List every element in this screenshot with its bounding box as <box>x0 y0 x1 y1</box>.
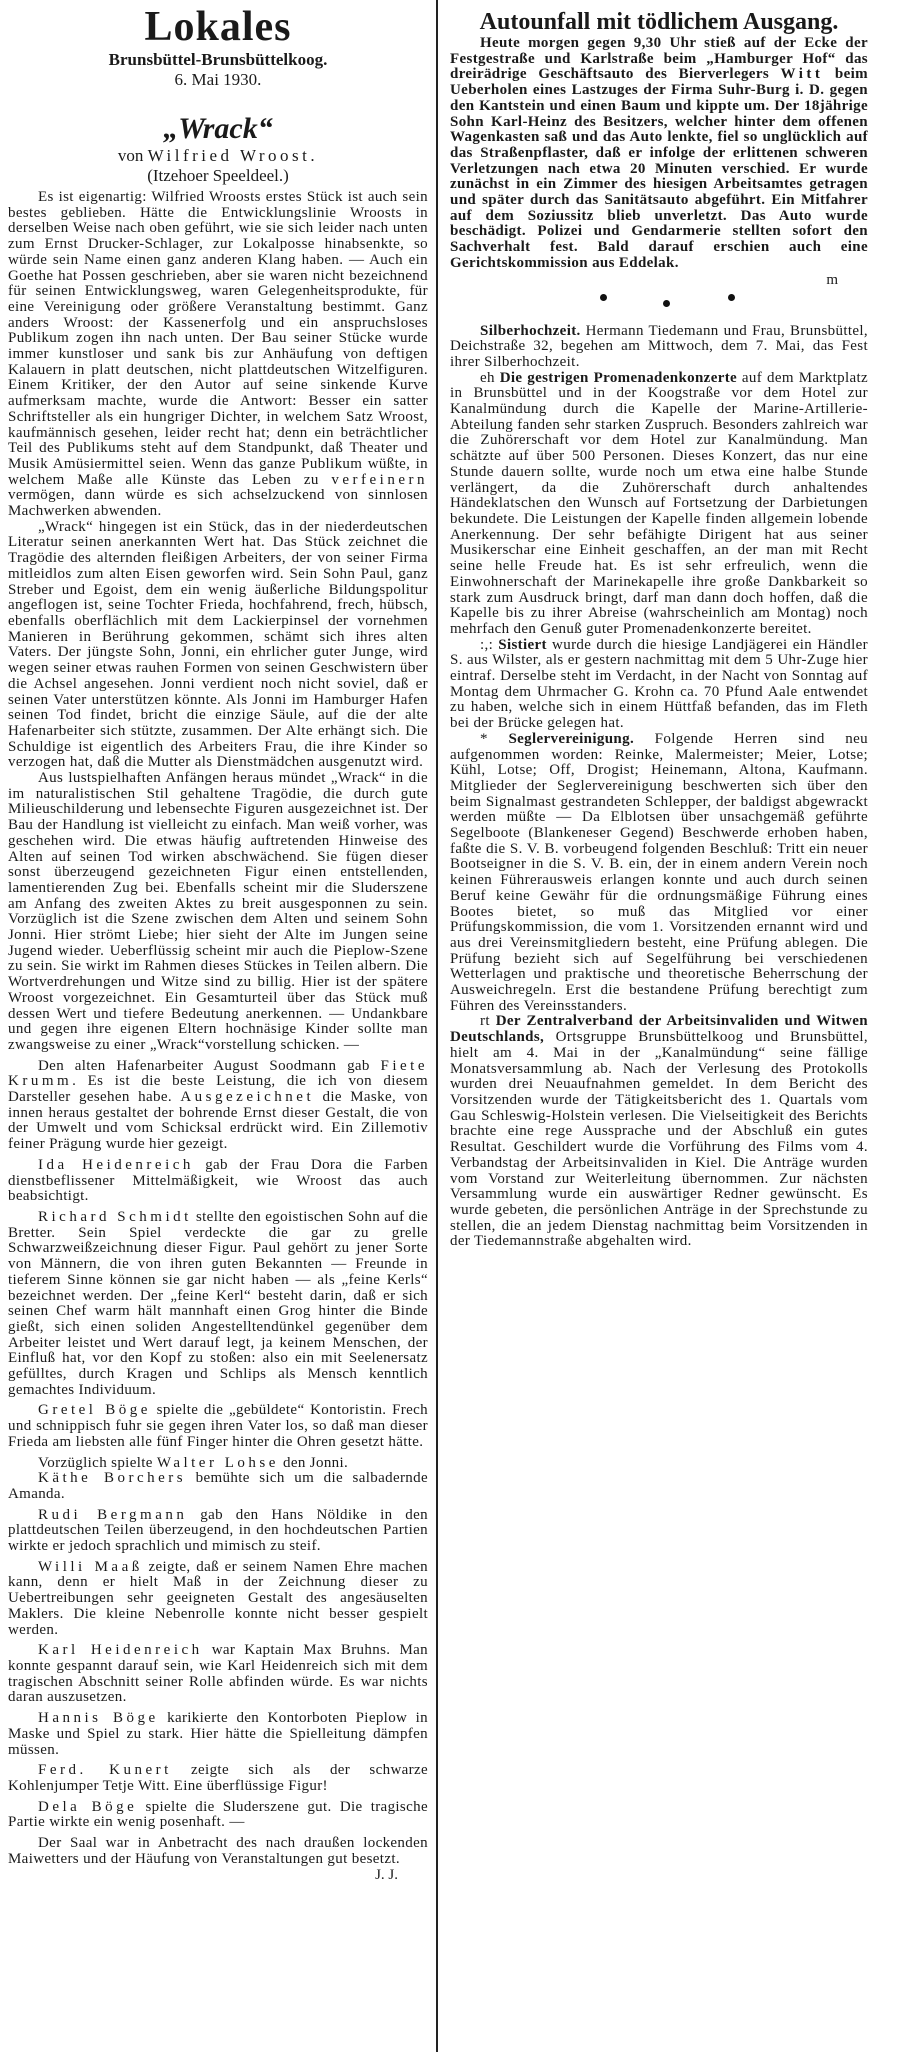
accident-signature: m <box>826 271 838 288</box>
paragraph-text: Folgende Herren sind neu aufgenommen worden: Reinke, Malermeister; Meier, Lotse; Kühl, Lotse; Off, Drogist; Heinemann, Altona, Kaufmann. Mitglieder der Seglervereinigung beschwerten sich über den beim Signalmast gestrandeten Schlepper, der baldigst abgewrackt werden müßte — Da Elblotsen über unsachgemäß geführte Segelboote (Blankeneser Gegend) Beschwerde erhoben haben, faßte die S. V. B. vorbeugend folgenden Beschluß: Tritt ein neuer Bootseigner in die S. V. B. ein, der in einem andern Verein noch keinen Führerausweis erlangen konnte und auch durch seinen Beruf keine Gewähr für die ordnungsmäßige Führung eines Bootes bietet, so muß das Mitglied vor einer Prüfungskommission, die vom 1. Vorsitzenden ernannt wird und aus drei Vereinsmitgliedern besteht, eine Prüfung ablegen. Die Prüfung bezieht sich auf Segelführung bei verschiedenen Wetterlagen und praktische und theoretische Beherrschung der Ausweichregeln. Erst die bestandene Prüfung berechtigt zum Führen des Vereinsstanders. <box>450 730 868 1014</box>
paragraph-text: rt <box>480 1013 496 1030</box>
news-headline: Die gestrigen Promenadenkonzerte <box>499 369 738 386</box>
news-headline: Sistiert <box>498 636 547 653</box>
accident-body <box>450 36 868 272</box>
paragraph-text: den Jonni. <box>278 1454 349 1471</box>
paragraph-text: eh <box>480 369 500 386</box>
performer-name: Richard Schmidt <box>38 1209 192 1225</box>
dot <box>600 294 607 301</box>
paragraph <box>450 1014 868 1250</box>
paragraph <box>450 36 868 272</box>
paragraph-text: * <box>480 730 509 747</box>
accident-title: Autounfall mit tödlichem Ausgang. <box>479 9 839 35</box>
paragraph-text: gab den Hans Nöldike in den plattdeutschen Teilen überzeugend, in den hochdeutschen Partien wirkte er jedoch sprachlich und mimisch zu steif. <box>8 1506 428 1555</box>
paragraph <box>8 190 428 520</box>
paragraph <box>8 1059 428 1153</box>
paragraph <box>450 732 868 1015</box>
byline <box>8 146 428 166</box>
paragraph-text: zeigte sich als der schwarze Kohlenjumper Tetje Witt. Eine überflüssige Figur! <box>8 1762 428 1794</box>
performer-name: Käthe Borchers <box>38 1470 187 1487</box>
performer-name: Willi Maaß <box>38 1558 143 1575</box>
paragraph <box>8 1643 428 1706</box>
performer-name: Hannis Böge <box>38 1710 159 1727</box>
performer-name: Ausgezeichnet <box>180 1089 315 1106</box>
performer-name: Ida Heidenreich <box>38 1156 194 1173</box>
paragraph-text: Vorzüglich spielte <box>38 1454 157 1471</box>
paragraph <box>450 371 868 638</box>
paragraph <box>8 1508 428 1555</box>
paragraph-text: Es ist eigenartig: Wilfried Wroosts erstes Stück ist auch sein bestes geblieben. Hätte die Entwicklungslinie Wroosts in derselben Weise nach oben geführt, wie sie sich leider nach unten zum Ernst Drucker-Schlager, zur Lokalposse hinabsenkte, so würde sein Name einen ganz anderen Klang haben. — Auch ein Goethe hat Possen geschrieben, aber sie waren nicht bezeichnend für seinen Entwicklungsweg, waren Gelegenheitsprodukte, für eine Vereinigung oder größere Veranstaltung bestimmt. Ganz anders Wroost: der Kassenerfolg und ein anspruchsloses Publikum zogen ihn nach unten. Der Bau seiner Stücke wurde immer kunstloser und sank bis zur Anhäufung von deftigen Kalauern in platt deutschen, nicht plattdeutschen Witzelfiguren. Einem Kritiker, der den Autor auf seine sinkende Kurve aufmerksam machte, wurde die Antwort: Besser ein satter Schriftsteller als ein hungriger Dichter, in welchem Satz Wroost, kaufmännisch gesehen, leider recht hat; denn ein beträchtlicher Teil des Publikums steht auf dem Standpunkt, daß Theater und Musik Amüsiermittel seien. Wenn das ganze Publikum wüßte, in welchem Maße alle Künste das Leben zu <box>8 189 428 488</box>
byline-prefix: von <box>117 146 144 165</box>
paragraph-text: die Maske, von innen heraus gestaltet der bohrende Ernst dieser Gestalt, die von der Umwelt und vom Schicksal erdrückt wird. Ein Zillemotiv feiner Prägung wurde hier gezeigt. <box>8 1089 428 1153</box>
paragraph-text: Ortsgruppe Brunsbüttelkoog und Brunsbüttel, hielt am 4. Mai in der „Kanalmündung“ seine fällige Monatsversammlung ab. Nach der Verlesung des Protokolls wurden drei Neuaufnahmen gemeldet. In dem Bericht des Vorsitzenden wurde der Tätigkeitsbericht des 1. Quartals vom Gau Schleswig-Holstein verlesen. Die Vielseitigkeit des Berichts brachte eine rege Aussprache und der Abschluß ein gutes Resultat. Geschildert wurde die Vorführung des Films vom 4. Verbandstag der Arbeitsinvaliden in Kiel. Die Anträge wurden vom Vorstand zur Weiterleitung übernommen. Zur nächsten Versammlung wurde ein auswärtiger Redner gewünscht. Es wurde gebeten, die persönlichen Anträge in der Sprechstunde zu stellen, die an jedem Dienstag nachmittag beim Vorsitzenden in der Tiedemannstraße abgehalten wird. <box>450 1029 868 1250</box>
paragraph <box>450 638 868 732</box>
section-title: Lokales <box>144 4 292 50</box>
paragraph <box>8 1711 428 1758</box>
article-source: (Itzehoer Speeldeel.) <box>147 166 289 185</box>
news-headline: Silberhochzeit. <box>480 322 581 339</box>
performer-name: Witt <box>780 66 824 83</box>
paragraph-text: bemühte sich um die salbadernde Amanda. <box>8 1470 429 1502</box>
paragraph <box>8 1158 428 1205</box>
news-headline: Seglervereinigung. <box>508 730 635 747</box>
local-news-body <box>450 324 868 1250</box>
paragraph-text: „Wrack“ hingegen ist ein Stück, das in der niederdeutschen Literatur seinen anerkannten Wert hat. Das Stück zeichnet die Tragödie des alternden fleißigen Arbeiters, der von seiner Firma mitleidlos zum alten Eisen geworfen wird. Sein Sohn Paul, ganz Streber und Egoist, dem ein wenig äußerliche Bildungspolitur angeflogen ist, seine Tochter Frieda, hochfahrend, frech, hübsch, ebenfalls oberflächlich mit dem Lackierpinsel der vornehmen Manieren in Berührung gekommen, schämt sich ihres alten Vaters. Der jüngste Sohn, Jonni, ein ehrlicher guter Junge, wird wegen seiner etwas rauhen Formen von seinen Geschwistern über die Achsel angesehen. Jonni verdient noch nicht soviel, daß er seinen Vater unterstützen könnte. Als Jonni im Hamburger Hafen seinen Tod findet, bricht die einzige Säule, auf die der alte Hafenarbeiter sich stützte, zusammen. Der Alte erhängt sich. Die Schuldige ist eigentlich des Arbeiters Frau, die ihre Kinder so verzogen hat, daß die Mutter als Dienstmädchen ausgenutzt wird. <box>8 518 428 771</box>
paragraph <box>8 1471 428 1502</box>
paragraph-text: auf dem Marktplatz in Brunsbüttel und in der Koogstraße vor dem Hotel zur Kanalmündung durch die Kapelle der Marine-Artillerie-Abteilung fanden sehr starken Zuspruch. Besonders zahlreich war die Zuhörerschaft vor dem Hotel zur Kanalmündung. Man schätzte auf über 500 Personen. Dieses Konzert, das nur eine Stunde dauern sollte, wurde noch um etwa eine halbe Stunde verlängert, da die Zuhörerschaft durch anhaltendes Händeklatschen den Wunsch auf Fortsetzung der Darbietungen bekundete. Die Leistungen der Kapelle finden allgemein lobende Anerkennung. Der sehr befähigte Dirigent hat aus seiner Musikerschar eine Einheit geschaffen, an der man mit Recht seine helle Freude hat. Es ist sehr erfreulich, wenn die Einwohnerschaft der Marinekapelle ihre große Dankbarkeit so stark zum Ausdruck bringt, darf man dann doch hoffen, daß die Kapelle bis zu ihrer Abreise (wahrscheinlich am Montag) noch mehrfach den Genuß guter Promenadenkonzerte bereitet. <box>450 369 868 637</box>
paragraph-text: zeigte, daß er seinem Namen Ehre machen kann, denn er hielt Maß in der Zeichnung dieser zu Uebertreibungen sehr geeigneten Gestalt des angesäuselten Maklers. Die kleine Nebenrolle konnte nicht besser gespielt werden. <box>8 1558 428 1638</box>
review-body <box>8 190 428 1867</box>
performer-name: Fiete Krumm <box>8 1057 428 1090</box>
paragraph-text: Der Saal war in Anbetracht des nach draußen lockenden Maiwetters und der Häufung von Veranstaltungen gut besetzt. <box>8 1835 428 1867</box>
performer-name: Karl Heidenreich <box>38 1642 203 1659</box>
article-title: „Wrack“ <box>163 112 273 145</box>
paragraph-text: wurde durch die hiesige Landjägerei ein Händler S. aus Wilster, als er gestern nachmittag mit dem 5 Uhr-Zuge hier eintraf. Derselbe steht im Verdacht, in der Nacht von Sonntag auf Montag dem Uhrmacher G. Krohn ca. 70 Pfund Aale entwendet zu haben, welche sich in einem Hüttfaß befanden, das im Fleth bei der Brücke gelegen hat. <box>450 636 868 732</box>
performer-name: verfeinern <box>331 471 428 488</box>
paragraph-text: beim Ueberholen eines Lastzuges der Firma Suhr-Burg i. D. gegen den Kantstein und einen Baum und kippte um. Der 18jährige Sohn Karl-Heinz des Besitzers, welcher hinter dem offenen Wagenkasten saß und das Auto lenkte, fiel so unglücklich auf das Straßenpflaster, daß er infolge der erlittenen schweren Verletzungen nach etwa 20 Minuten verschied. Er wurde zunächst in ein Zimmer des hiesigen Arbeitsamtes getragen und später durch das Sanitätsauto abgeführt. Ein Mitfahrer auf dem Soziussitz blieb unverletzt. Das Auto wurde beschädigt. Polizei und Gendarmerie stellten sofort den Sachverhalt fest. Bald darauf erschien auch eine Gerichtskommission aus Eddelak. <box>450 66 868 271</box>
paragraph-text: spielte die Sluderszene gut. Die tragische Partie wirkte ein wenig posenhaft. — <box>8 1798 428 1831</box>
paragraph-text: karikierte den Kontorboten Pieplow in Maske und Spiel zu stark. Hier hätte die Spielleitung dämpfen müssen. <box>8 1710 428 1758</box>
paragraph-text: Den alten Hafenarbeiter August Soodmann gab <box>38 1057 381 1074</box>
paragraph-text: Hermann Tiedemann und Frau, Brunsbüttel, Deichstraße 32, begehen am Mittwoch, dem 7. Mai, das Fest ihrer Silberhochzeit. <box>450 322 868 370</box>
paragraph <box>450 324 868 371</box>
byline-author: Wilfried Wroost. <box>147 146 319 165</box>
paragraph <box>8 1456 428 1472</box>
paragraph <box>8 1403 428 1450</box>
performer-name: Gretel Böge <box>38 1402 151 1419</box>
paragraph-text: vermögen, dann würde es sich achselzuckend von sinnlosen Machwerken abwenden. <box>8 487 428 520</box>
performer-name: Rudi Bergmann <box>38 1506 188 1523</box>
paragraph <box>8 1800 428 1831</box>
paragraph <box>8 771 428 1054</box>
separator-dots <box>450 288 868 324</box>
left-column <box>8 0 428 1883</box>
paragraph <box>8 1763 428 1794</box>
paragraph <box>8 1210 428 1398</box>
paragraph-text: Heute morgen gegen 9,30 Uhr stieß auf der Ecke der Festgestraße und Karlstraße beim „Hamburger Hof“ das dreirädrige Geschäftsauto des Bierverlegers <box>450 35 868 83</box>
paragraph-text: spielte die „gebüldete“ Kontoristin. Frech und schnippisch fuhr sie gegen ihren Vater los, so daß man dieser Frieda am liebsten alle fünf Finger hinter die Ohren gesetzt hätte. <box>8 1402 428 1450</box>
news-headline: Der Zentralverband der Arbeitsinvaliden und Witwen Deutschlands, <box>450 1013 868 1046</box>
performer-name: Ferd. Kunert <box>38 1762 172 1779</box>
paragraph-text: :,: <box>480 636 499 653</box>
paragraph-text: gab der Frau Dora die Farben dienstbeflissener Mittelmäßigkeit, wie Wroost das auch beabsichtigt. <box>8 1156 429 1205</box>
paragraph-text: . Es ist die beste Leistung, die ich von diesem Darsteller gesehen habe. <box>8 1073 428 1106</box>
column-rule <box>436 0 438 2052</box>
paragraph <box>8 520 428 771</box>
performer-name: Dela Böge <box>38 1798 138 1815</box>
date-line: 6. Mai 1930. <box>174 70 262 89</box>
performer-name: Walter Lohse <box>156 1454 279 1471</box>
dot <box>728 294 735 301</box>
place-line: Brunsbüttel-Brunsbüttelkoog. <box>108 50 328 69</box>
paragraph-text: Aus lustspielhaften Anfängen heraus mündet „Wrack“ in die im naturalistischen Stil gehaltene Tragödie, die durch gute Milieuschilderung und lebensechte Figuren ausgezeichnet ist. Der Bau der Handlung ist vielleicht zu einfach. Man weiß vorher, was geschehen wird. Die etwas häufig auftretenden Hinweise des Alten auf seinen Tod wirken abschwächend. Sie fügen dieser sonst überzeugend gezeichneten Figur einen entstellenden, lamentierenden Zug bei. Ebenfalls scheint mir die Sluderszene am Anfang des zweiten Aktes zu breit ausgesponnen zu sein. Vorzüglich ist die Szene zwischen dem Alten und seinem Sohn Jonni. Hier strömt Liebe; hier sieht der Alte im Jungen seine Jugend wieder. Ueberflüssig scheint mir auch die Pieplow-Szene zu sein. Sie wirkt im Rahmen dieses Stückes in Teilen albern. Die Wortverdrehungen und Witze sind zu billig. Hier ist der spätere Wroost vorgezeichnet. Ein Gesamturteil über das Stück muß dessen Wert und tiefere Bedeutung anerkennen. — Undankbare und gegen ihre eigenen Eltern hochnäsige Kinder sollte man zwangsweise zu einer „Wrack“vorstellung schicken. — <box>8 770 428 1053</box>
paragraph-text: war Kaptain Max Bruhns. Man konnte gespannt darauf sein, wie Karl Heidenreich sich mit dem tragischen Abschnitt seiner Rolle abfinden würde. Es war nichts daran auszusetzen. <box>8 1642 428 1706</box>
signature: J. J. <box>375 1867 398 1884</box>
dot <box>663 300 670 307</box>
paragraph <box>8 1836 428 1867</box>
paragraph <box>8 1560 428 1639</box>
paragraph-text: stellte den egoistischen Sohn auf die Bretter. Sein Spiel verdeckte die gar zu grelle Schwarzweißzeichnung dieser Figur. Paul gehört zu jener Sorte von Männern, die von ihren guten Bekannten — Freunde in tieferem Sinne können sie gar nicht haben — als „feine Kerls“ bezeichnet werden. Der „feine Kerl“ besteht darin, daß er sich seinen Chef warm hält mannhaft einen Grog hinter die Binde gießt, sich einen soliden Angestelltendünkel gegenüber dem Arbeiter leistet und Wert darauf legt, ja keinem Menschen, der Einfluß hat, vor den Kopf zu stoßen: also ein mit Seelenersatz gefülltes, durch Kragen und Schlips als Mensch kenntlich gemachtes Individuum. <box>8 1209 428 1398</box>
right-column <box>450 0 868 1250</box>
